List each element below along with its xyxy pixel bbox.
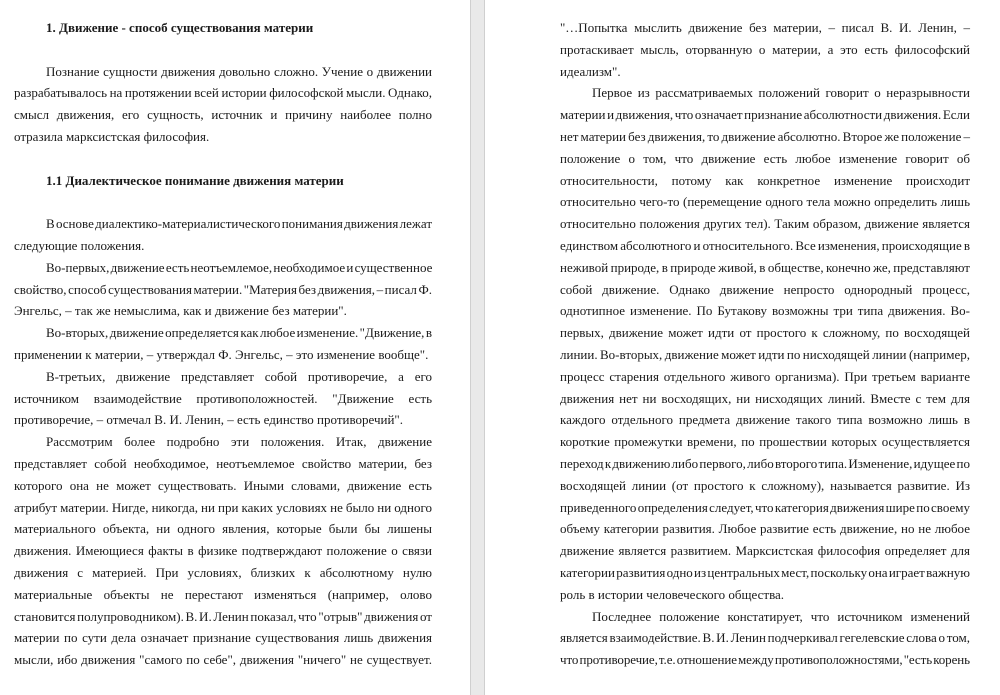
- blank-line: [14, 39, 433, 61]
- text-line: представляет собой необходимое, неотъемлемое свойство материи, без: [14, 455, 432, 471]
- text-line: следующие положения.: [14, 237, 145, 253]
- text-line: процесс старения отдельного живого организма). При третьем варианте: [560, 368, 970, 384]
- text-line: [14, 39, 433, 61]
- paragraph: [14, 431, 433, 671]
- section-heading: [14, 170, 433, 192]
- text-line: собой движение. Однако движение непросто однородный процесс,: [560, 281, 970, 297]
- text-line: движения. Имеющиеся факты в физике подтверждают положение о связи: [14, 543, 432, 559]
- paragraph: [560, 17, 971, 82]
- text-line: мысли, ибо движения "самого по себе", движения "ничего" не существует.: [14, 652, 432, 668]
- text-line: положение о том, что движение есть любое изменение говорит об: [560, 150, 970, 166]
- text-line: Последнее положение констатирует, что источником изменений: [592, 608, 970, 624]
- text-line: источником взаимодействие противоположностей. "Движение есть: [14, 390, 432, 406]
- text-line: применении к материи, – утверждал Ф. Энгельс, – это изменение вообще".: [14, 346, 429, 362]
- text-line: неживой природе, в природе живой, в обществе, конечно же, представляют: [560, 259, 970, 275]
- paragraph: [560, 82, 971, 605]
- text-line: Во-вторых, движение определяется как любое изменение. "Движение, в: [46, 325, 433, 341]
- text-line: [14, 191, 433, 213]
- page-text-left: [14, 17, 433, 671]
- text-line: относительно чего-то (перемещение одного тела можно определить лишь: [560, 194, 970, 210]
- document-page-left: [0, 0, 471, 695]
- text-line: идеализм".: [560, 63, 621, 79]
- text-line: В-третьих, движение представляет собой противоречие, а его: [46, 368, 432, 384]
- paragraph: [560, 606, 971, 671]
- text-line: движения с материей. При условиях, близких к абсолютному нулю: [14, 564, 432, 580]
- paragraph: [14, 61, 433, 148]
- text-line: первых, движение может идти от простого к сложному, по восходящей: [560, 325, 970, 341]
- text-line: свойство, способ существования материи. "Материя без движения, – писал Ф.: [14, 281, 432, 297]
- text-line: единством абсолютного и относительного. Все изменения, происходящие в: [560, 237, 970, 253]
- heading-text: 1. Движение - способ существования материи: [46, 20, 314, 35]
- text-line: Во-первых, движение есть неотъемлемое, необходимое и существенное: [46, 259, 433, 275]
- text-line: Рассмотрим более подробно эти положения. Итак, движение: [46, 434, 432, 450]
- paragraph: [14, 257, 433, 322]
- text-line: [14, 148, 433, 170]
- text-line: что противоречие, т.е. отношение между противоположностями, "есть корень: [560, 652, 970, 668]
- document-page-right: [484, 0, 1000, 695]
- paragraph: [14, 322, 433, 366]
- text-line: движения нет ни восходящих, ни нисходящих линий. Вместе с тем для: [560, 390, 970, 406]
- text-line: нет материи без движения, то движение абсолютно. Второе же положение –: [560, 128, 970, 144]
- text-line: отразила марксистская философия.: [14, 128, 210, 144]
- text-line: материальные объекты не перестают изменяться (например, олово: [14, 586, 432, 602]
- page-text-right: [560, 17, 971, 671]
- text-line: смысл движения, его сущность, источник и причину наиболее полно: [14, 107, 432, 123]
- text-line: В основе диалектико-материалистического понимания движения лежат: [46, 216, 432, 232]
- text-line: протаскивает мысль, оторванную о материи, а это есть философский: [560, 41, 970, 57]
- text-line: относительно положения других тел). Таким образом, движение является: [560, 216, 970, 232]
- blank-line: [14, 148, 433, 170]
- text-line: объему категории развития. Любое развитие есть движение, но не любое: [560, 521, 970, 537]
- text-line: противоречие, – отмечал В. И. Ленин, – есть единство противоречий".: [14, 412, 403, 428]
- text-line: атрибут материи. Нигде, никогда, ни при каких условиях не было ни одного: [14, 499, 432, 515]
- text-line: приведенного определения следует, что категория движения шире по своему: [560, 499, 970, 515]
- text-line: Первое из рассматриваемых положений говорит о неразрывности: [592, 85, 970, 101]
- text-line: является взаимодействие. В. И. Ленин подчеркивал гегелевские слова о том,: [560, 630, 970, 646]
- text-line: относительности, потому как конкретное изменение происходит: [560, 172, 970, 188]
- text-line: Энгельс, – так же немыслима, как и движение без материи".: [14, 303, 347, 319]
- paragraph: [14, 213, 433, 257]
- text-line: которого она не может существовать. Иными словами, движение есть: [14, 477, 432, 493]
- text-line: разрабатывалось на протяжении всей истории философской мысли. Однако,: [14, 85, 432, 101]
- text-line: материи и движения, что означает признание абсолютности движения. Если: [560, 107, 970, 123]
- section-heading: [14, 17, 433, 39]
- text-line: каждого отдельного предмета движение такого типа возможно лишь в: [560, 412, 970, 428]
- text-line: роль в истории человеческого общества.: [560, 586, 785, 602]
- paragraph: [14, 366, 433, 431]
- text-line: становится полупроводником). В. И. Ленин показал, что "отрыв" движения от: [14, 608, 432, 624]
- text-line: переход к движению либо первого, либо второго типа. Изменение, идущее по: [560, 455, 970, 471]
- text-line: материального объекта, ни одного явления, которые были бы лишены: [14, 521, 432, 537]
- text-line: линии. Во-вторых, движение может идти по нисходящей линии (например,: [560, 346, 970, 362]
- text-line: движение является развитием. Марксистская философия определяет для: [560, 543, 970, 559]
- text-line: восходящей линии (от простого к сложному), называется развитие. Из: [560, 477, 970, 493]
- text-line: однотипное изменение. По Бутакову возможны три типа движения. Во-: [560, 303, 970, 319]
- blank-line: [14, 191, 433, 213]
- heading-text: 1.1 Диалектическое понимание движения материи: [46, 172, 344, 188]
- text-line: короткие промежутки времени, по прошествии которых осуществляется: [560, 434, 970, 450]
- text-line: "…Попытка мыслить движение без материи, – писал В. И. Ленин, –: [560, 20, 970, 35]
- text-line: материи по сути дела означает признание существования лишь движения: [14, 630, 432, 646]
- text-line: Познание сущности движения довольно сложно. Учение о движении: [46, 63, 432, 79]
- text-line: категории развития одно из центральных мест, поскольку она играет важную: [560, 564, 970, 580]
